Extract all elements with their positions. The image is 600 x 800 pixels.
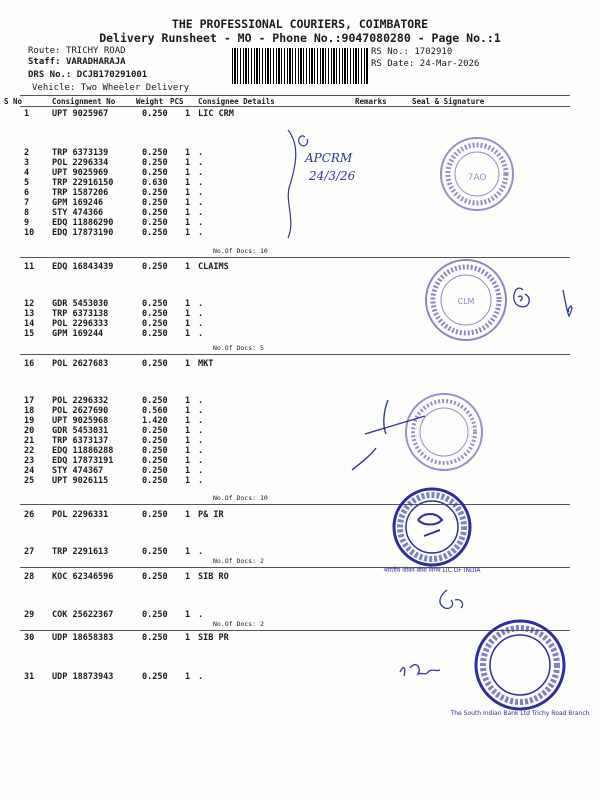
row-consignment-no: UPT 9025968 xyxy=(52,416,109,426)
row-sno: 1 xyxy=(24,109,30,119)
vehicle-label: Vehicle: xyxy=(32,83,76,93)
row-pcs: 1 xyxy=(185,572,191,582)
row-consignment-no: GPM 169246 xyxy=(52,198,104,208)
stamp-2 xyxy=(426,260,506,340)
row-weight: 0.250 xyxy=(142,633,168,643)
row-consignee-details: . xyxy=(198,547,204,557)
row-consignment-no: STY 474367 xyxy=(52,466,104,476)
row-consignment-no: EDQ 16843439 xyxy=(52,262,114,272)
row-consignment-no: EDQ 17873190 xyxy=(52,228,114,238)
row-pcs: 1 xyxy=(185,416,191,426)
col-remarks: Remarks xyxy=(355,97,387,106)
signature-5 xyxy=(400,665,440,676)
row-pcs: 1 xyxy=(185,672,191,682)
row-weight: 0.250 xyxy=(142,426,168,436)
row-sno: 18 xyxy=(24,406,35,416)
col-seal: Seal & Signature xyxy=(412,97,485,106)
row-sno: 29 xyxy=(24,610,35,620)
row-weight: 1.420 xyxy=(142,416,168,426)
row-consignee-details: . xyxy=(198,610,204,620)
row-weight: 0.560 xyxy=(142,406,168,416)
row-sno: 21 xyxy=(24,436,35,446)
row-weight: 0.250 xyxy=(142,396,168,406)
row-consignment-no: POL 2627690 xyxy=(52,406,109,416)
row-sno: 16 xyxy=(24,359,35,369)
row-pcs: 1 xyxy=(185,158,191,168)
row-pcs: 1 xyxy=(185,510,191,520)
row-weight: 0.250 xyxy=(142,547,168,557)
row-pcs: 1 xyxy=(185,198,191,208)
row-consignee-details: . xyxy=(198,299,204,309)
drs-value: DCJB170291001 xyxy=(76,70,148,80)
row-weight: 0.250 xyxy=(142,198,168,208)
row-pcs: 1 xyxy=(185,228,191,238)
row-consignee-details: . xyxy=(198,309,204,319)
row-consignee-details: . xyxy=(198,476,204,486)
stamp-2-text: CLM xyxy=(457,297,475,306)
row-sno: 2 xyxy=(24,148,30,158)
stamp-3 xyxy=(406,394,482,470)
row-weight: 0.250 xyxy=(142,262,168,272)
row-sno: 14 xyxy=(24,319,35,329)
staff-label: Staff: xyxy=(28,57,61,67)
row-weight: 0.250 xyxy=(142,218,168,228)
col-weight: Weight xyxy=(136,97,164,106)
row-sno: 4 xyxy=(24,168,30,178)
row-pcs: 1 xyxy=(185,208,191,218)
row-weight: 0.250 xyxy=(142,456,168,466)
signature-4 xyxy=(440,590,463,608)
row-consignment-no: UPT 9025969 xyxy=(52,168,109,178)
row-consignment-no: TRP 6373137 xyxy=(52,436,109,446)
row-weight: 0.630 xyxy=(142,178,168,188)
row-pcs: 1 xyxy=(185,188,191,198)
docs-count: No.Of Docs: 10 xyxy=(213,494,268,502)
drs-label: DRS No.: xyxy=(28,70,72,80)
row-consignee-details: CLAIMS xyxy=(198,262,229,272)
row-pcs: 1 xyxy=(185,319,191,329)
row-consignee-details: . xyxy=(198,188,204,198)
stamp-1-text: 7AO xyxy=(467,173,487,183)
row-consignee-details: . xyxy=(198,208,204,218)
rs-no-value: 1702910 xyxy=(414,47,453,57)
row-weight: 0.250 xyxy=(142,510,168,520)
row-weight: 0.250 xyxy=(142,672,168,682)
row-sno: 3 xyxy=(24,158,30,168)
handwritten-note-apcrm: APCRM xyxy=(305,151,353,165)
row-consignment-no: GDR 5453030 xyxy=(52,299,109,309)
row-consignee-details: . xyxy=(198,218,204,228)
row-consignment-no: EDQ 11886290 xyxy=(52,218,114,228)
row-consignee-details: . xyxy=(198,329,204,339)
row-sno: 22 xyxy=(24,446,35,456)
row-consignment-no: GPM 169244 xyxy=(52,329,104,339)
page-title: THE PROFESSIONAL COURIERS, COIMBATORE xyxy=(171,17,429,31)
docs-count: No.Of Docs: 10 xyxy=(213,247,268,255)
row-sno: 25 xyxy=(24,476,35,486)
row-pcs: 1 xyxy=(185,109,191,119)
row-sno: 5 xyxy=(24,178,30,188)
row-consignee-details: . xyxy=(198,198,204,208)
row-consignment-no: POL 2296333 xyxy=(52,319,109,329)
row-pcs: 1 xyxy=(185,456,191,466)
row-sno: 30 xyxy=(24,633,35,643)
row-consignee-details: . xyxy=(198,466,204,476)
stamp-5 xyxy=(450,621,590,717)
row-consignee-details: . xyxy=(198,456,204,466)
row-sno: 26 xyxy=(24,510,35,520)
row-sno: 10 xyxy=(24,228,35,238)
row-sno: 19 xyxy=(24,416,35,426)
row-weight: 0.250 xyxy=(142,188,168,198)
docs-count: No.Of Docs: 2 xyxy=(213,620,264,628)
stamp-4 xyxy=(384,489,482,574)
route-value: TRICHY ROAD xyxy=(65,46,126,56)
row-weight: 0.250 xyxy=(142,148,168,158)
route-label: Route: xyxy=(28,46,61,56)
bracket-mark xyxy=(288,130,296,238)
row-consignment-no: TRP 6373139 xyxy=(52,148,109,158)
row-sno: 6 xyxy=(24,188,30,198)
row-sno: 11 xyxy=(24,262,35,272)
row-consignee-details: . xyxy=(198,426,204,436)
row-consignee-details: . xyxy=(198,228,204,238)
row-sno: 17 xyxy=(24,396,35,406)
row-weight: 0.250 xyxy=(142,476,168,486)
row-weight: 0.250 xyxy=(142,359,168,369)
row-pcs: 1 xyxy=(185,178,191,188)
row-weight: 0.250 xyxy=(142,329,168,339)
rs-date-value: 24-Mar-2026 xyxy=(419,59,480,69)
row-weight: 0.250 xyxy=(142,299,168,309)
row-pcs: 1 xyxy=(185,406,191,416)
row-pcs: 1 xyxy=(185,359,191,369)
row-sno: 27 xyxy=(24,547,35,557)
row-pcs: 1 xyxy=(185,329,191,339)
row-consignment-no: TRP 1587206 xyxy=(52,188,109,198)
stamp-1 xyxy=(441,138,513,210)
col-consignee: Consignee Details xyxy=(198,97,275,106)
row-pcs: 1 xyxy=(185,446,191,456)
col-consignment: Consignment No xyxy=(52,97,116,106)
row-sno: 24 xyxy=(24,466,35,476)
row-consignment-no: UDP 18658383 xyxy=(52,633,114,643)
row-pcs: 1 xyxy=(185,476,191,486)
row-pcs: 1 xyxy=(185,396,191,406)
row-consignee-details: SIB PR xyxy=(198,633,229,643)
row-pcs: 1 xyxy=(185,426,191,436)
signature-2a xyxy=(514,288,529,307)
row-pcs: 1 xyxy=(185,262,191,272)
row-consignee-details: . xyxy=(198,396,204,406)
row-consignment-no: TRP 6373138 xyxy=(52,309,109,319)
page-subtitle: Delivery Runsheet - MO - Phone No.:9047080280 - Page No.:1 xyxy=(99,31,501,45)
row-consignee-details: MKT xyxy=(198,359,214,369)
row-sno: 13 xyxy=(24,309,35,319)
row-weight: 0.250 xyxy=(142,572,168,582)
row-consignee-details: LIC CRM xyxy=(198,109,234,119)
row-consignee-details: . xyxy=(198,436,204,446)
row-weight: 0.250 xyxy=(142,446,168,456)
row-sno: 8 xyxy=(24,208,30,218)
handwritten-date: 24/3/26 xyxy=(309,169,356,183)
row-pcs: 1 xyxy=(185,610,191,620)
row-weight: 0.250 xyxy=(142,436,168,446)
row-sno: 7 xyxy=(24,198,30,208)
row-sno: 15 xyxy=(24,329,35,339)
row-consignee-details: SIB RO xyxy=(198,572,229,582)
rs-no-label: RS No.: xyxy=(371,47,409,57)
row-sno: 23 xyxy=(24,456,35,466)
docs-count: No.Of Docs: 5 xyxy=(213,344,264,352)
row-weight: 0.250 xyxy=(142,109,168,119)
row-weight: 0.250 xyxy=(142,168,168,178)
row-consignee-details: P& IR xyxy=(198,510,224,520)
row-sno: 20 xyxy=(24,426,35,436)
row-weight: 0.250 xyxy=(142,309,168,319)
row-weight: 0.250 xyxy=(142,466,168,476)
row-consignment-no: KOC 62346596 xyxy=(52,572,114,582)
initial-scribble xyxy=(299,136,308,146)
col-pcs: PCS xyxy=(170,97,184,106)
row-consignment-no: TRP 2291613 xyxy=(52,547,109,557)
row-consignment-no: TRP 22916150 xyxy=(52,178,114,188)
stamp-5-text: The South Indian Bank Ltd Trichy Road Branch xyxy=(450,710,590,717)
row-consignment-no: STY 474366 xyxy=(52,208,104,218)
row-consignee-details: . xyxy=(198,672,204,682)
row-consignment-no: EDQ 17873191 xyxy=(52,456,114,466)
row-pcs: 1 xyxy=(185,547,191,557)
row-sno: 12 xyxy=(24,299,35,309)
row-pcs: 1 xyxy=(185,309,191,319)
row-pcs: 1 xyxy=(185,466,191,476)
row-consignment-no: COK 25622367 xyxy=(52,610,114,620)
row-consignee-details: . xyxy=(198,178,204,188)
row-consignment-no: POL 2296334 xyxy=(52,158,109,168)
row-consignee-details: . xyxy=(198,148,204,158)
row-consignee-details: . xyxy=(198,416,204,426)
row-sno: 31 xyxy=(24,672,35,682)
rs-date-label: RS Date: xyxy=(371,59,415,69)
row-pcs: 1 xyxy=(185,148,191,158)
row-consignment-no: UDP 18873943 xyxy=(52,672,114,682)
row-consignment-no: POL 2296332 xyxy=(52,396,109,406)
row-consignee-details: . xyxy=(198,446,204,456)
docs-count: No.Of Docs: 2 xyxy=(213,557,264,565)
row-weight: 0.250 xyxy=(142,158,168,168)
row-pcs: 1 xyxy=(185,633,191,643)
vehicle-value: Two Wheeler Delivery xyxy=(80,83,190,93)
staff-value: VARADHARAJA xyxy=(65,57,126,67)
row-weight: 0.250 xyxy=(142,208,168,218)
row-pcs: 1 xyxy=(185,218,191,228)
row-consignment-no: POL 2627683 xyxy=(52,359,109,369)
row-consignee-details: . xyxy=(198,158,204,168)
row-consignee-details: . xyxy=(198,319,204,329)
row-consignment-no: GDR 5453031 xyxy=(52,426,109,436)
row-consignment-no: EDQ 11886288 xyxy=(52,446,114,456)
row-pcs: 1 xyxy=(185,168,191,178)
row-pcs: 1 xyxy=(185,436,191,446)
row-consignee-details: . xyxy=(198,406,204,416)
row-consignment-no: UPT 9025967 xyxy=(52,109,109,119)
row-sno: 9 xyxy=(24,218,30,228)
signature-3 xyxy=(352,400,425,470)
row-consignment-no: POL 2296331 xyxy=(52,510,109,520)
stamp-4-text: भारतीय जीवन बीमा निगम LIC OF INDIA xyxy=(383,567,481,574)
row-pcs: 1 xyxy=(185,299,191,309)
signature-2b xyxy=(563,290,572,316)
row-consignment-no: UPT 9026115 xyxy=(52,476,109,486)
col-sno: S No xyxy=(4,97,23,106)
row-sno: 28 xyxy=(24,572,35,582)
row-weight: 0.250 xyxy=(142,228,168,238)
row-consignee-details: . xyxy=(198,168,204,178)
row-weight: 0.250 xyxy=(142,610,168,620)
row-weight: 0.250 xyxy=(142,319,168,329)
